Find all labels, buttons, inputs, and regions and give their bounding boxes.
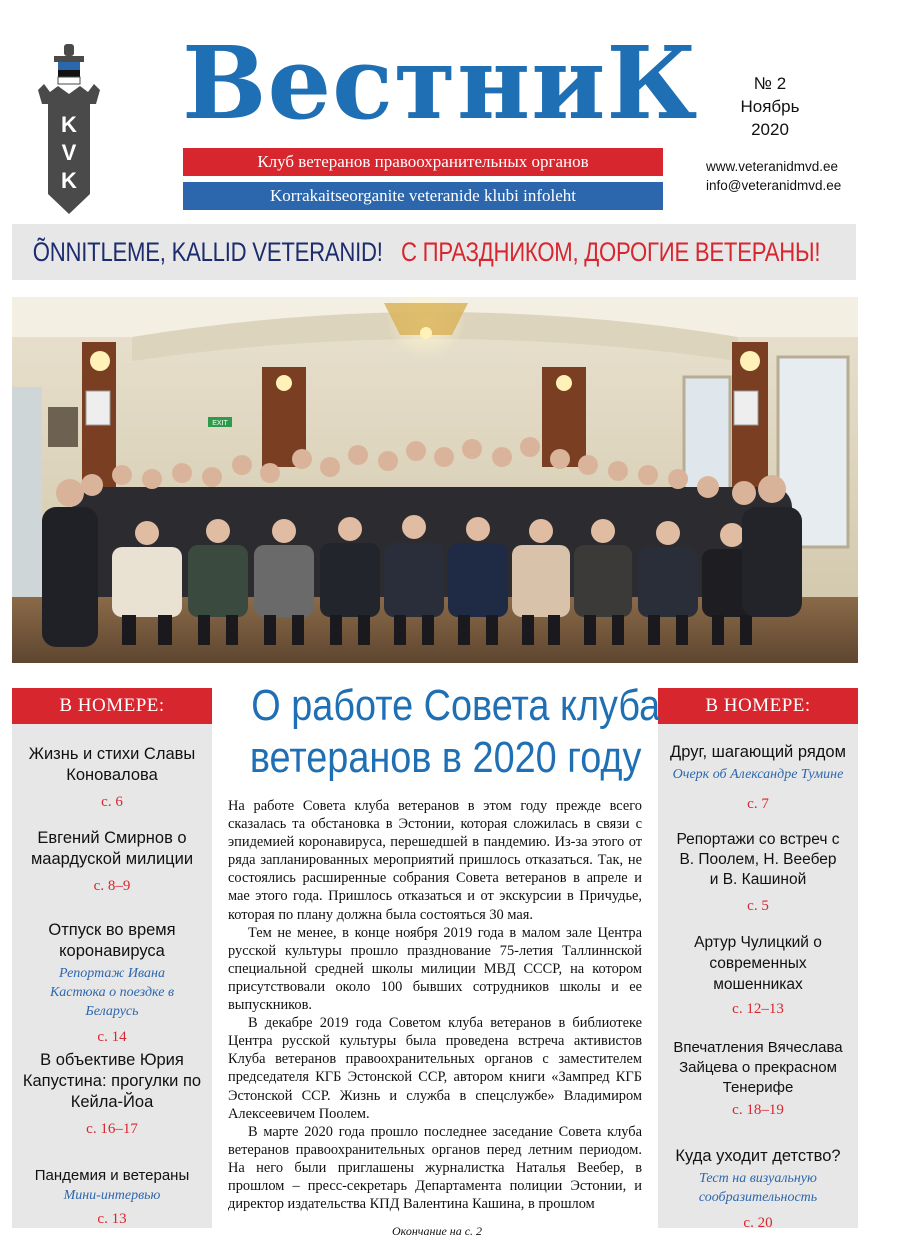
greeting-russian: С ПРАЗДНИКОМ, ДОРОГИЕ ВЕТЕРАНЫ! bbox=[400, 236, 820, 267]
contents-item-subtitle: Репортаж Ивана Кастюка о поездке в Беларусь bbox=[49, 966, 175, 1019]
left-contents-item[interactable] bbox=[12, 920, 212, 1047]
issue-info bbox=[735, 72, 805, 141]
article-body bbox=[228, 797, 642, 1213]
left-contents-heading: В НОМЕРЕ: bbox=[12, 688, 212, 724]
contents-item-title: В объективе Юрия Капустина: прогулки по Кейла-Йоа bbox=[22, 1051, 202, 1111]
right-contents-item[interactable] bbox=[658, 932, 858, 1019]
article-paragraph: На работе Совета клуба ветеранов в этом году прежде всего сказалась та обстановка в Эстонии, которая сложилась в связи с эпидемией коронавируса, перешедшей в пандемию. Из-за этого от ряда запланированных мероприятий пришлось отказаться. Так, не состоялись расширенные собрания Совета ветеранов в апреле и мае этого года. Пришлось отказаться и от экскурсии в Причудье, которая по плану должна была состояться 30 мая. bbox=[228, 798, 642, 923]
right-contents-item[interactable] bbox=[658, 1038, 858, 1120]
contents-item-page: с. 14 bbox=[97, 1029, 127, 1045]
issue-number: № 2 bbox=[753, 74, 787, 93]
group-photo bbox=[12, 297, 858, 663]
contents-item-title: Жизнь и стихи Славы Коновалова bbox=[28, 745, 196, 784]
subtitle-ribbon-estonian: Korrakaitseorganite veteranide klubi infoleht bbox=[183, 182, 663, 210]
contacts bbox=[706, 157, 841, 195]
contents-item-title: Артур Чулицкий о современных мошенниках bbox=[694, 934, 822, 993]
contents-item-page: с. 18–19 bbox=[732, 1102, 784, 1118]
contents-item-page: с. 8–9 bbox=[93, 878, 131, 894]
headline-line-1: О работе Совета клуба bbox=[251, 681, 661, 730]
contents-item-subtitle: Тест на визуальную сообразительность bbox=[698, 1171, 818, 1205]
logo-letter-v: V bbox=[61, 140, 77, 165]
right-contents-column bbox=[658, 688, 858, 1231]
greeting-banner bbox=[12, 224, 856, 280]
contents-item-title: Впечатления Вячеслава Зайцева о прекрасном Тенерифе bbox=[673, 1039, 843, 1096]
contents-item-subtitle: Мини-интервью bbox=[63, 1188, 161, 1203]
right-contents-item[interactable] bbox=[658, 830, 858, 916]
article-headline bbox=[218, 680, 661, 784]
contents-item-page: с. 13 bbox=[97, 1211, 127, 1227]
left-contents-column bbox=[12, 688, 212, 1228]
contents-item-subtitle: Очерк об Александре Тумине bbox=[672, 767, 844, 782]
left-contents-item[interactable] bbox=[12, 744, 212, 812]
left-contents-item[interactable] bbox=[12, 1050, 212, 1139]
contents-item-page: с. 5 bbox=[747, 898, 769, 914]
exit-sign: EXIT bbox=[212, 420, 228, 427]
headline-line-2: ветеранов в 2020 году bbox=[249, 733, 642, 782]
right-contents-heading: В НОМЕРЕ: bbox=[658, 688, 858, 724]
article-paragraph: В декабре 2019 года Советом клуба ветеранов в библиотеке Центра русской культуры была проведена встреча активистов Клуба ветеранов правоохранительных органов с заместителем председателя КГБ Эстонской ССР, автором книги «Зампред КГБ Эстонской ССР. Жизнь и служба в спецслужбе» Владимиром Алексеевичем Поолем. bbox=[228, 1015, 642, 1122]
left-contents-item[interactable] bbox=[12, 828, 212, 896]
contents-item-title: Евгений Смирнов о маардуской милиции bbox=[30, 829, 194, 868]
continued-note[interactable]: Окончание на с. 2 bbox=[392, 1224, 483, 1238]
left-contents-item[interactable] bbox=[12, 1166, 212, 1229]
right-contents-item[interactable] bbox=[658, 742, 858, 814]
issue-month: Ноябрь bbox=[740, 97, 800, 116]
article-paragraph: Тем не менее, в конце ноября 2019 года в малом зале Центра русской культуры прошло празднование 75-летия Таллиннской специальной средней школы милиции МВД СССР, на котором присутствовали около 100 бывших сотрудников школы и ее выпускников. bbox=[228, 924, 642, 1014]
contents-item-page: с. 20 bbox=[743, 1215, 773, 1231]
subtitle-ribbon-russian: Клуб ветеранов правоохранительных органов bbox=[183, 148, 663, 176]
website-link[interactable]: www.veteranidmvd.ee bbox=[706, 159, 839, 174]
article-paragraph: В марте 2020 года прошло последнее заседание Совета клуба ветеранов правоохранительных органов перед летним периодом. На него были приглашены журналистка Наталья Веебер, в прошлом – пресс-секретарь Департамента полиции Эстонии, и директор издательства КПД Валентина Кашина, в прошлом bbox=[228, 1123, 642, 1213]
kvk-logo bbox=[36, 44, 102, 214]
email-link[interactable]: info@veteranidmvd.ee bbox=[706, 178, 842, 193]
contents-item-title: Куда уходит детство? bbox=[675, 1147, 841, 1165]
contents-item-title: Друг, шагающий рядом bbox=[670, 743, 846, 761]
newspaper-title: ВестниК bbox=[182, 24, 699, 142]
logo-letter-k2: K bbox=[61, 168, 77, 193]
right-contents-item[interactable] bbox=[658, 1146, 858, 1233]
contents-item-page: с. 7 bbox=[747, 796, 769, 812]
contents-item-page: с. 16–17 bbox=[86, 1121, 138, 1137]
contents-item-page: с. 12–13 bbox=[732, 1001, 784, 1017]
contents-item-page: с. 6 bbox=[101, 794, 123, 810]
contents-item-title: Пандемия и ветераны bbox=[34, 1167, 190, 1184]
greeting-estonian: ÕNNITLEME, KALLID VETERANID! bbox=[32, 236, 383, 267]
logo-letter-k1: K bbox=[61, 112, 77, 137]
contents-item-title: Репортажи со встреч с В. Поолем, Н. Веебер и В. Кашиной bbox=[676, 831, 840, 888]
contents-item-title: Отпуск во время коронавируса bbox=[48, 921, 176, 960]
issue-year: 2020 bbox=[751, 120, 789, 139]
